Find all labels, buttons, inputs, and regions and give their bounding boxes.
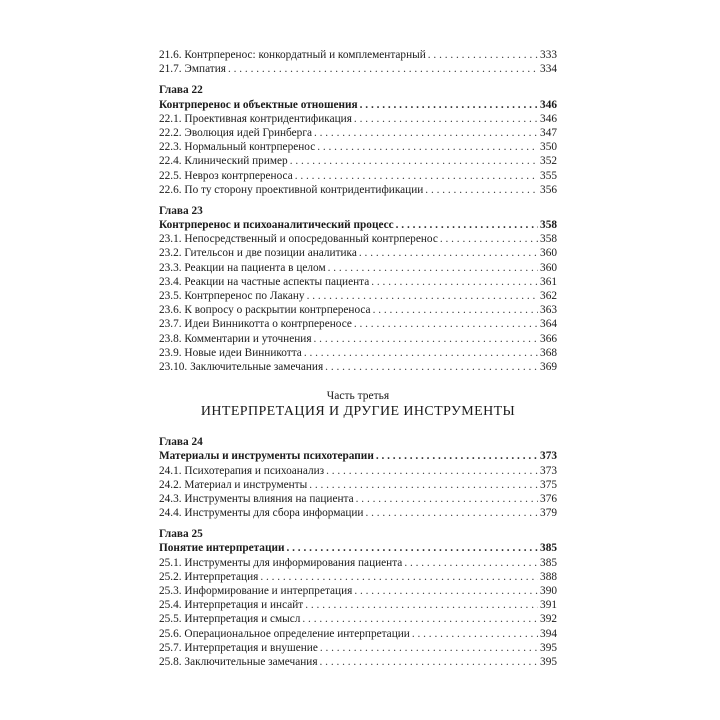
toc-entry <box>159 126 557 140</box>
toc-entry <box>159 346 557 360</box>
toc-entry <box>159 317 557 331</box>
toc-column <box>159 48 557 669</box>
entry-title: 23.6. К вопросу о раскрытии контрпереноса <box>159 304 371 317</box>
entry-page: 355 <box>540 169 557 182</box>
chapter-title: Понятие интерпретации <box>159 542 285 555</box>
entry-page: 352 <box>540 155 557 168</box>
entry-title: 23.8. Комментарии и уточнения <box>159 332 312 345</box>
entry-title: 25.6. Операциональное определение интерпретации <box>159 627 410 640</box>
dot-leader <box>428 48 538 62</box>
chapter-heading <box>159 449 557 463</box>
chapter-page: 385 <box>540 542 557 555</box>
dot-leader <box>317 140 538 154</box>
toc-entry <box>159 627 557 641</box>
dot-leader <box>360 98 538 112</box>
dot-leader <box>320 655 539 669</box>
toc-entry-list <box>159 48 557 76</box>
dot-leader <box>228 62 538 76</box>
toc-entry <box>159 360 557 374</box>
entry-title: 25.8. Заключительные замечания <box>159 655 318 668</box>
chapter-23 <box>159 204 557 374</box>
entry-page: 368 <box>540 346 557 359</box>
dot-leader <box>309 478 538 492</box>
entry-title: 24.4. Инструменты для сбора информации <box>159 507 364 520</box>
chapter-heading <box>159 98 557 112</box>
toc-entry <box>159 112 557 126</box>
dot-leader <box>376 449 538 463</box>
chapter-page: 373 <box>540 450 557 463</box>
entry-title: 25.1. Инструменты для информирования пациента <box>159 556 403 569</box>
dot-leader <box>307 289 538 303</box>
chapter-title: Контрперенос и объектные отношения <box>159 98 358 111</box>
entry-page: 358 <box>540 233 557 246</box>
dot-leader <box>287 541 539 555</box>
dot-leader <box>328 261 538 275</box>
entry-page: 362 <box>540 290 557 302</box>
dot-leader <box>320 641 538 655</box>
chapter-24 <box>159 435 557 520</box>
toc-entry <box>159 275 557 289</box>
entry-title: 22.5. Невроз контрпереноса <box>159 169 293 182</box>
entry-page: 333 <box>540 49 557 61</box>
entry-title: 23.7. Идеи Винникотта о контрпереносе <box>159 318 352 331</box>
entry-title: 23.2. Гительсон и две позиции аналитика <box>159 247 357 260</box>
chapter-25 <box>159 527 557 669</box>
entry-title: 22.6. По ту сторону проективной контридентификации <box>159 183 424 196</box>
entry-title: 25.5. Интерпретация и смысл <box>159 613 301 626</box>
entry-page: 361 <box>540 275 557 288</box>
entry-title: 23.9. Новые идеи Винникотта <box>159 346 302 359</box>
entry-page: 385 <box>540 556 557 569</box>
entry-page: 391 <box>540 599 557 612</box>
part-label: Часть третья <box>326 390 390 403</box>
toc-entry <box>159 641 557 655</box>
entry-title: 22.1. Проективная контридентификация <box>159 112 352 125</box>
dot-leader <box>425 183 538 197</box>
entry-title: 24.3. Инструменты влияния на пациента <box>159 492 354 505</box>
chapter-page: 346 <box>540 98 557 111</box>
entry-page: 390 <box>540 585 557 597</box>
chapter-page: 358 <box>540 219 557 232</box>
dot-leader <box>359 246 538 260</box>
entry-page: 392 <box>540 613 557 626</box>
entry-page: 395 <box>540 655 557 668</box>
chapter-22 <box>159 83 557 197</box>
entry-page: 379 <box>540 507 557 520</box>
entry-page: 363 <box>540 304 557 317</box>
dot-leader <box>404 556 538 570</box>
entry-title: 21.7. Эмпатия <box>159 63 226 76</box>
toc-entry <box>159 154 557 168</box>
dot-leader <box>356 492 538 506</box>
toc-entry <box>159 506 557 520</box>
entry-title: 23.5. Контрперенос по Лакану <box>159 290 305 302</box>
chapter-heading <box>159 541 557 555</box>
dot-leader <box>325 360 538 374</box>
toc-entry <box>159 232 557 246</box>
toc-entry <box>159 303 557 317</box>
toc-entry <box>159 598 557 612</box>
entry-page: 373 <box>540 464 557 477</box>
toc-entry <box>159 246 557 260</box>
dot-leader <box>373 303 538 317</box>
toc-entry <box>159 655 557 669</box>
part-title: ИНТЕРПРЕТАЦИЯ И ДРУГИЕ ИНСТРУМЕНТЫ <box>200 404 516 420</box>
toc-entry <box>159 332 557 346</box>
entry-title: 23.1. Непосредственный и опосредованный контрперенос <box>159 233 438 246</box>
entry-page: 366 <box>540 332 557 345</box>
dot-leader <box>295 169 538 183</box>
chapter-label: Глава 25 <box>159 528 203 541</box>
entry-title: 25.4. Интерпретация и инсайт <box>159 599 304 612</box>
entry-page: 394 <box>540 627 557 640</box>
chapter-label: Глава 23 <box>159 204 203 217</box>
entry-page: 360 <box>540 261 557 274</box>
chapter-label: Глава 24 <box>159 436 203 449</box>
toc-entry <box>159 140 557 154</box>
entry-title: 21.6. Контрперенос: конкордатный и комплементарный <box>159 49 426 61</box>
toc-entry <box>159 556 557 570</box>
dot-leader <box>354 112 538 126</box>
entry-title: 24.1. Психотерапия и психоанализ <box>159 464 325 477</box>
entry-page: 350 <box>540 141 557 154</box>
toc-entry <box>159 584 557 598</box>
entry-title: 25.2. Интерпретация <box>159 570 259 583</box>
entry-page: 388 <box>540 570 557 583</box>
chapter-label: Глава 22 <box>159 84 203 97</box>
chapter-title: Контрперенос и психоаналитический процесс <box>159 219 394 232</box>
toc-entry <box>159 464 557 478</box>
entry-page: 347 <box>540 126 557 139</box>
entry-title: 22.4. Клинический пример <box>159 155 288 168</box>
toc-entry <box>159 492 557 506</box>
toc-entry <box>159 261 557 275</box>
dot-leader <box>396 218 538 232</box>
entry-page: 364 <box>540 318 557 331</box>
dot-leader <box>305 598 538 612</box>
dot-leader <box>354 317 538 331</box>
entry-page: 395 <box>540 641 557 654</box>
dot-leader <box>302 612 538 626</box>
toc-entry <box>159 169 557 183</box>
entry-title: 24.2. Материал и инструменты <box>159 478 308 491</box>
entry-title: 23.4. Реакции на частные аспекты пациента <box>159 275 370 288</box>
dot-leader <box>371 275 538 289</box>
entry-page: 375 <box>540 478 557 491</box>
dot-leader <box>412 627 538 641</box>
dot-leader <box>440 232 538 246</box>
entry-page: 334 <box>540 63 557 76</box>
toc-entry <box>159 183 557 197</box>
toc-entry <box>159 570 557 584</box>
entry-title: 23.3. Реакции на пациента в целом <box>159 261 326 274</box>
chapter-heading <box>159 218 557 232</box>
dot-leader <box>314 126 538 140</box>
dot-leader <box>354 584 538 598</box>
dot-leader <box>260 570 538 584</box>
dot-leader <box>326 464 538 478</box>
toc-entry <box>159 48 557 62</box>
entry-page: 356 <box>540 183 557 196</box>
entry-title: 25.3. Информирование и интерпретация <box>159 585 353 597</box>
toc-entry <box>159 62 557 76</box>
dot-leader <box>290 154 538 168</box>
part-heading <box>159 389 557 420</box>
dot-leader <box>365 506 538 520</box>
chapter-title: Материалы и инструменты психотерапии <box>159 450 374 463</box>
entry-page: 376 <box>540 492 557 505</box>
toc-entry <box>159 478 557 492</box>
toc-entry <box>159 612 557 626</box>
entry-page: 369 <box>540 360 557 373</box>
entry-page: 360 <box>540 247 557 260</box>
entry-title: 22.2. Эволюция идей Гринберга <box>159 126 312 139</box>
dot-leader <box>304 346 538 360</box>
toc-entry <box>159 289 557 303</box>
entry-title: 23.10. Заключительные замечания <box>159 360 324 373</box>
entry-page: 346 <box>540 112 557 125</box>
entry-title: 22.3. Нормальный контрперенос <box>159 141 316 154</box>
dot-leader <box>314 332 539 346</box>
entry-title: 25.7. Интерпретация и внушение <box>159 641 318 654</box>
